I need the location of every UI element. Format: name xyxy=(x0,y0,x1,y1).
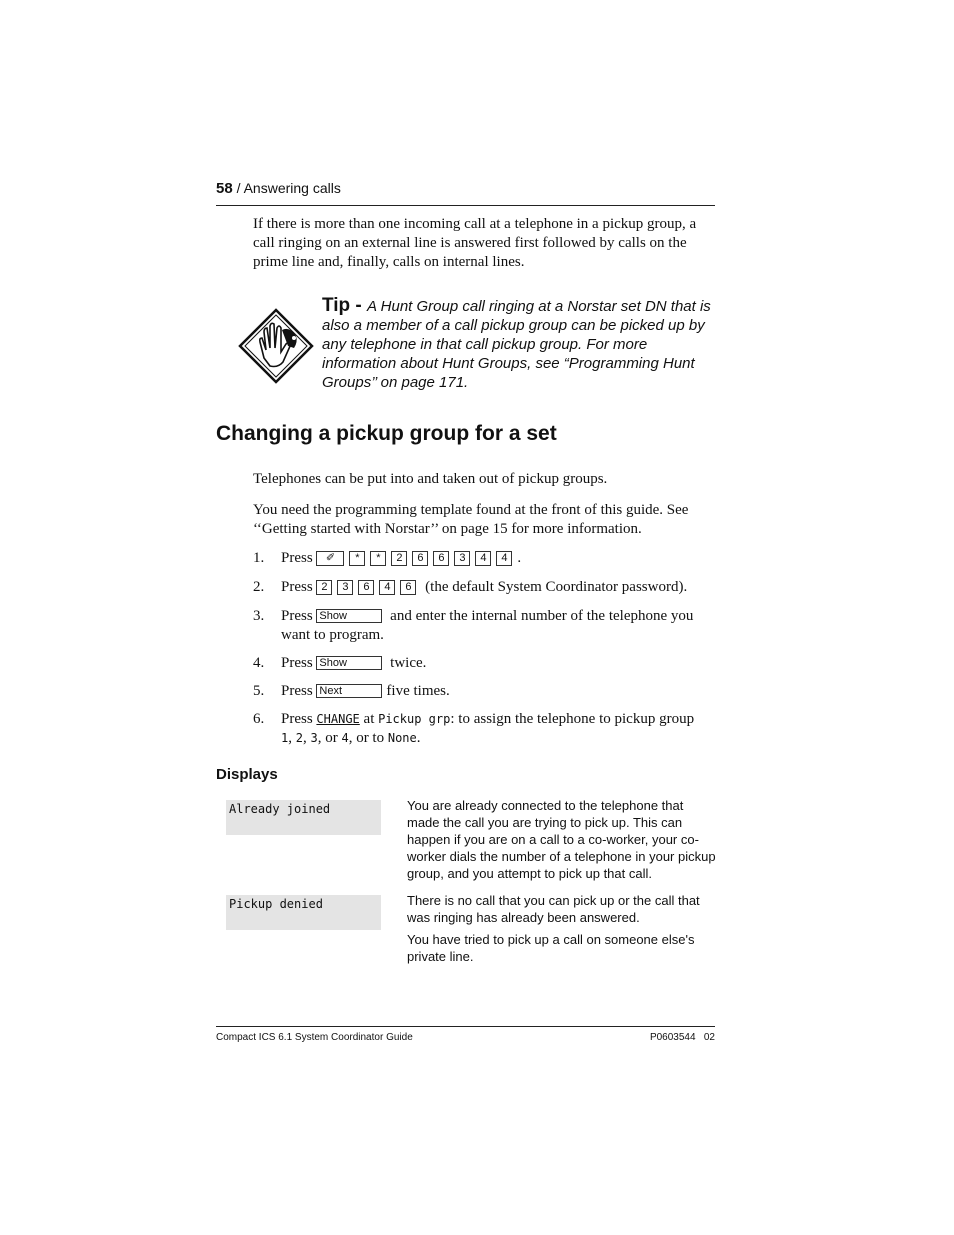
press-text: Press xyxy=(281,711,313,727)
section-title: Changing a pickup group for a set xyxy=(216,422,557,445)
star-key: * xyxy=(370,551,386,566)
step-number: 2. xyxy=(253,579,265,595)
group-4: 4 xyxy=(341,731,349,745)
display-description xyxy=(407,797,717,882)
step-number: 1. xyxy=(253,550,265,566)
dial-key-2: 2 xyxy=(316,580,332,595)
show-softkey: Show xyxy=(316,609,382,623)
dial-key-3: 3 xyxy=(337,580,353,595)
tip-label: Tip - xyxy=(322,295,368,316)
comma: , xyxy=(302,730,307,746)
press-text: Press xyxy=(281,579,313,595)
feature-key: ✐ xyxy=(316,551,344,566)
dial-key-6: 6 xyxy=(412,551,428,566)
header-separator: / xyxy=(232,180,244,196)
group-1: 1 xyxy=(281,731,289,745)
description-text: You have tried to pick up a call on someone else's private line. xyxy=(407,932,695,964)
description-text: You are already connected to the telephone that made the call you are trying to pick up. This can happen if you are on a call to a co-worker, your co-worker dials the number of a telephone in your pickup group, and you attempt to pick up that call. xyxy=(407,798,716,881)
section-name: Answering calls xyxy=(243,180,341,196)
dial-key-4: 4 xyxy=(496,551,512,566)
step-end: . xyxy=(517,550,522,566)
at-text: at xyxy=(363,711,375,727)
paragraph-template: You need the programming template found at the front of this guide. See ‘‘Getting started with Norstar’’ on page 15 for more information. xyxy=(253,502,689,537)
step-description: : to assign the telephone to pickup group xyxy=(450,711,695,727)
displays-heading: Displays xyxy=(216,766,278,783)
step-description: five times. xyxy=(386,683,450,699)
description-text: There is no call that you can pick up or the call that was ringing has already been answered. xyxy=(407,893,700,925)
press-text: Press xyxy=(281,655,313,671)
step-description: and enter the internal number of the telephone you want to program. xyxy=(281,608,694,643)
step-description: (the default System Coordinator password). xyxy=(425,579,688,595)
dial-key-6: 6 xyxy=(400,580,416,595)
press-text: Press xyxy=(281,608,313,624)
group-2: 2 xyxy=(295,731,303,745)
lcd-text: Pickup denied xyxy=(229,897,323,911)
tip-text: A Hunt Group call ringing at a Norstar set DN that is also a member of a call pickup group can be picked up by any telephone in that call pickup group. For more information about Hunt Groups, see “Programming Hunt Groups’’ on page 171. xyxy=(322,298,711,391)
star-key: * xyxy=(349,551,365,566)
display-description xyxy=(407,892,717,965)
hand-tip-icon xyxy=(238,308,314,384)
step-number: 4. xyxy=(253,655,265,671)
show-softkey: Show xyxy=(316,656,382,670)
tip-note xyxy=(322,296,717,392)
dial-key-4: 4 xyxy=(475,551,491,566)
press-text: Press xyxy=(281,683,313,699)
footer-guide-title: Compact ICS 6.1 System Coordinator Guide xyxy=(216,1032,413,1043)
group-3: 3 xyxy=(310,731,318,745)
comma: , xyxy=(288,730,292,746)
page-number: 58 xyxy=(216,180,233,197)
step-number: 6. xyxy=(253,711,265,727)
press-text: Press xyxy=(281,550,313,566)
intro-paragraph: If there is more than one incoming call at a telephone in a pickup group, a call ringing on an external line is answered first followed by calls on the prime line and, finally, calls on internal lines. xyxy=(253,216,697,270)
or-text: , or xyxy=(317,730,338,746)
none-display: None xyxy=(387,731,417,745)
step-end: . xyxy=(416,730,421,746)
dial-key-3: 3 xyxy=(454,551,470,566)
paragraph-pickup-groups: Telephones can be put into and taken out of pickup groups. xyxy=(253,471,608,487)
lcd-text: Already joined xyxy=(229,802,331,816)
page-header xyxy=(216,180,715,206)
dial-key-4: 4 xyxy=(379,580,395,595)
dial-key-6: 6 xyxy=(433,551,449,566)
page-footer xyxy=(216,1026,715,1047)
change-display-key: CHANGE xyxy=(316,712,360,726)
lcd-display xyxy=(226,895,381,930)
footer-doc-number: P0603544 02 xyxy=(649,1032,715,1043)
dial-key-6: 6 xyxy=(358,580,374,595)
step-description: twice. xyxy=(390,655,427,671)
next-softkey: Next xyxy=(316,684,382,698)
step-number: 3. xyxy=(253,608,265,624)
pickup-grp-display: Pickup grp xyxy=(378,712,451,726)
or-to-text: , or to xyxy=(348,730,385,746)
lcd-display xyxy=(226,800,381,835)
step-number: 5. xyxy=(253,683,265,699)
dial-key-2: 2 xyxy=(391,551,407,566)
